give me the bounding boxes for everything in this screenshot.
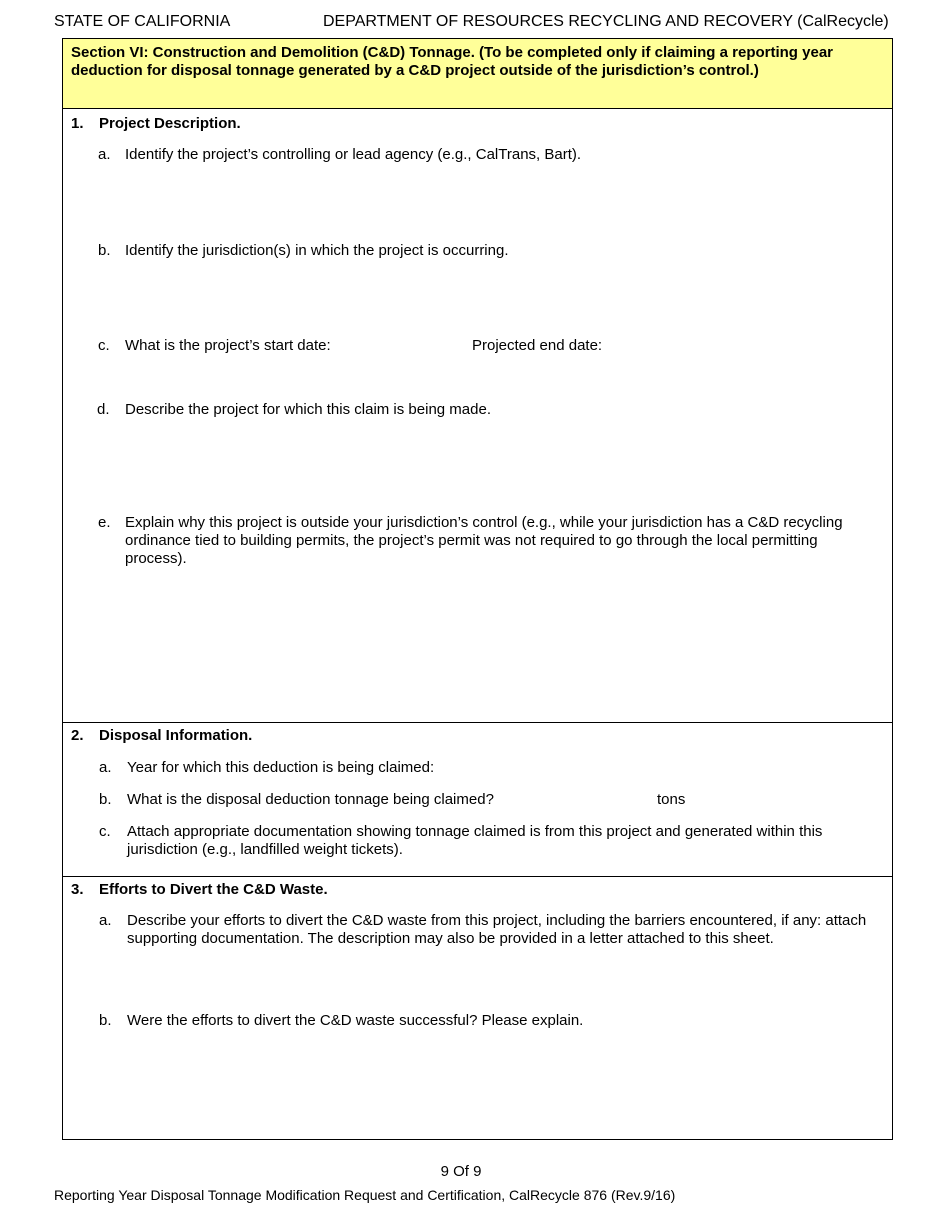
item-1a-letter: a.: [98, 146, 111, 163]
divider-part2: [63, 722, 892, 723]
item-2b-unit: tons: [657, 791, 686, 808]
item-1c-start-date-label: What is the project’s start date:: [125, 337, 331, 354]
item-1e-letter: e.: [98, 514, 111, 531]
item-2b-text: What is the disposal deduction tonnage being claimed?: [127, 791, 494, 808]
part1-title: Project Description.: [99, 115, 241, 132]
header-department: DEPARTMENT OF RESOURCES RECYCLING AND RECOVERY (CalRecycle): [323, 13, 889, 30]
divider-part3: [63, 876, 892, 877]
section-title: Section VI: Construction and Demolition (C&D) Tonnage. (To be completed only if claiming a reporting year deduction for disposal tonnage generated by a C&D project outside of the jurisdiction’s control.): [63, 39, 892, 109]
form-name: Reporting Year Disposal Tonnage Modification Request and Certification, CalRecycle 876 (Rev.9/16): [54, 1187, 676, 1203]
part2-number: 2.: [71, 727, 84, 744]
item-1d-letter: d.: [97, 401, 110, 418]
part3-title: Efforts to Divert the C&D Waste.: [99, 881, 328, 898]
item-3b-letter: b.: [99, 1012, 112, 1029]
part1-number: 1.: [71, 115, 84, 132]
item-1d-text: Describe the project for which this claim is being made.: [125, 401, 491, 418]
item-1c-end-date-label: Projected end date:: [472, 337, 603, 354]
page-number: 9 Of 9: [440, 1163, 482, 1180]
item-3a-letter: a.: [99, 912, 112, 929]
item-2b-letter: b.: [99, 791, 112, 808]
item-3b-text: Were the efforts to divert the C&D waste successful? Please explain.: [127, 1012, 584, 1029]
item-2a-letter: a.: [99, 759, 112, 776]
item-2c-letter: c.: [99, 823, 111, 840]
item-1b-text: Identify the jurisdiction(s) in which the project is occurring.: [125, 242, 509, 259]
part3-number: 3.: [71, 881, 84, 898]
item-1b-letter: b.: [98, 242, 111, 259]
part2-title: Disposal Information.: [99, 727, 253, 744]
item-1a-text: Identify the project’s controlling or lead agency (e.g., CalTrans, Bart).: [125, 146, 582, 163]
item-2a-text: Year for which this deduction is being claimed:: [127, 759, 435, 776]
item-3a-text: Describe your efforts to divert the C&D waste from this project, including the barriers encountered, if any: attach supporting documentation. The description may also be provided in a letter attached to this sheet.: [127, 912, 867, 947]
item-1c-letter: c.: [98, 337, 110, 354]
item-1e-text: Explain why this project is outside your jurisdiction’s control (e.g., while your jurisdiction has a C&D recycling ordinance tied to building permits, the project’s permit was not required to go through the local permitting process).: [125, 514, 843, 567]
item-2c-text: Attach appropriate documentation showing tonnage claimed is from this project and generated within this jurisdiction (e.g., landfilled weight tickets).: [127, 823, 823, 858]
section-vi-form: [62, 38, 893, 1140]
header-state: STATE OF CALIFORNIA: [54, 13, 231, 30]
